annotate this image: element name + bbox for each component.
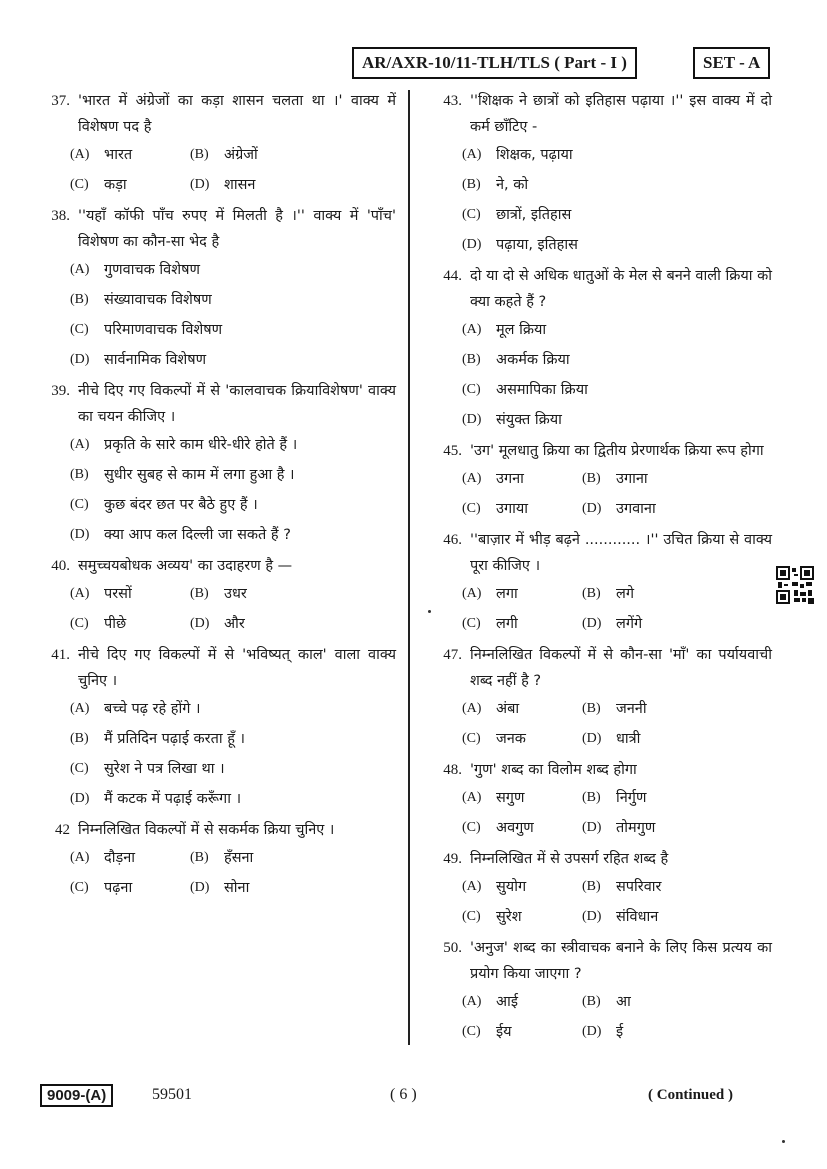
question-text: नीचे दिए गए विकल्पों में से 'भविष्यत् काल' वाला वाक्य चुनिए ।	[78, 647, 396, 689]
question-text: ''शिक्षक ने छात्रों को इतिहास पढ़ाया ।'' इस वाक्य में दो कर्म छाँटिए -	[470, 93, 772, 135]
question-text: नीचे दिए गए विकल्पों में से 'कालवाचक क्रियाविशेषण' वाक्य का चयन कीजिए ।	[78, 383, 396, 425]
option-c: (C) कड़ा	[70, 177, 127, 193]
option-c: (C) कुछ बंदर छत पर बैठे हुए हैं ।	[70, 497, 258, 513]
question-number: 48.	[443, 762, 462, 778]
question-49	[422, 846, 772, 932]
question-number: 41.	[51, 647, 70, 663]
serial-number: 59501	[152, 1086, 192, 1103]
option-d: (D) सार्वनामिक विशेषण	[70, 352, 207, 368]
question-text: 'अनुज' शब्द का स्त्रीवाचक बनाने के लिए किस प्रत्यय का प्रयोग किया जाएगा ?	[470, 940, 772, 982]
option-c: (C) अवगुण	[462, 820, 534, 836]
stray-dot	[782, 1140, 785, 1143]
option-b: (B) उगाना	[582, 471, 648, 487]
question-number: 39.	[51, 383, 70, 399]
question-text: 'गुण' शब्द का विलोम शब्द होगा	[470, 762, 637, 778]
option-a: (A) सगुण	[462, 790, 525, 806]
option-a: (A) गुणवाचक विशेषण	[70, 262, 200, 278]
option-b: (B) मैं प्रतिदिन पढ़ाई करता हूँ ।	[70, 731, 246, 747]
left-column	[30, 88, 396, 906]
option-c: (C) सुरेश ने पत्र लिखा था ।	[70, 761, 225, 777]
option-d: (D) शासन	[190, 177, 256, 193]
question-number: 47.	[443, 647, 462, 663]
question-38	[30, 203, 396, 375]
question-text: समुच्चयबोधक अव्यय' का उदाहरण है —	[78, 558, 293, 574]
option-c: (C) उगाया	[462, 501, 529, 517]
question-number: 44.	[443, 268, 462, 284]
question-text: ''यहाँ कॉफी पाँच रुपए में मिलती है ।'' वाक्य में 'पाँच' विशेषण का कौन-सा भेद है	[78, 208, 396, 250]
booklet-id: 9009-(A)	[40, 1084, 113, 1107]
question-text: 'भारत में अंग्रेजों का कड़ा शासन चलता था ।' वाक्य में विशेषण पद है	[78, 93, 396, 135]
option-c: (C) असमापिका क्रिया	[462, 382, 588, 398]
option-c: (C) पढ़ना	[70, 880, 133, 896]
question-number: 45.	[443, 443, 462, 459]
set-label: SET - A	[693, 47, 770, 79]
option-d: (D) पढ़ाया, इतिहास	[462, 237, 578, 253]
question-37	[30, 88, 396, 200]
question-text: निम्नलिखित में से उपसर्ग रहित शब्द है	[470, 851, 669, 867]
option-b: (B) जननी	[582, 701, 647, 717]
option-d: (D) संयुक्त क्रिया	[462, 412, 562, 428]
option-d: (D) लगेंगे	[582, 616, 643, 632]
question-number: 40.	[51, 558, 70, 574]
option-b: (B) लगे	[582, 586, 634, 602]
question-46	[422, 527, 772, 639]
option-a: (A) अंबा	[462, 701, 520, 717]
option-a: (A) मूल क्रिया	[462, 322, 547, 338]
question-number: 37.	[51, 93, 70, 109]
question-39	[30, 378, 396, 550]
question-43	[422, 88, 772, 260]
option-c: (C) परिमाणवाचक विशेषण	[70, 322, 223, 338]
question-48	[422, 757, 772, 843]
option-a: (A) प्रकृति के सारे काम धीरे-धीरे होते हैं ।	[70, 437, 298, 453]
option-a: (A) लगा	[462, 586, 518, 602]
option-d: (D) सोना	[190, 880, 250, 896]
option-b: (B) संख्यावाचक विशेषण	[70, 292, 212, 308]
question-45	[422, 438, 772, 524]
question-text: निम्नलिखित विकल्पों में से कौन-सा 'माँ' का पर्यायवाची शब्द नहीं है ?	[470, 647, 772, 689]
option-a: (A) उगना	[462, 471, 524, 487]
continued-label: ( Continued )	[648, 1087, 734, 1103]
option-d: (D) मैं कटक में पढ़ाई करूँगा ।	[70, 791, 242, 807]
option-c: (C) सुरेश	[462, 909, 522, 925]
option-d: (D) उगवाना	[582, 501, 656, 517]
option-b: (B) ने, को	[462, 177, 529, 193]
option-c: (C) पीछे	[70, 616, 127, 632]
question-number: 38.	[51, 208, 70, 224]
question-text: निम्नलिखित विकल्पों में से सकर्मक क्रिया चुनिए ।	[78, 822, 335, 838]
qr-code-icon	[776, 566, 814, 604]
option-b: (B) अकर्मक क्रिया	[462, 352, 570, 368]
page-number: ( 6 )	[390, 1086, 417, 1103]
question-number: 42	[55, 822, 70, 838]
question-number: 50.	[443, 940, 462, 956]
question-47	[422, 642, 772, 754]
question-number: 49.	[443, 851, 462, 867]
option-a: (A) दौड़ना	[70, 850, 136, 866]
option-b: (B) आ	[582, 994, 631, 1010]
column-divider	[408, 90, 410, 1045]
option-a: (A) सुयोग	[462, 879, 527, 895]
option-a: (A) शिक्षक, पढ़ाया	[462, 147, 573, 163]
question-text: दो या दो से अधिक धातुओं के मेल से बनने वाली क्रिया को क्या कहते हैं ?	[470, 268, 772, 310]
paper-code: AR/AXR-10/11-TLH/TLS ( Part - I )	[352, 47, 637, 79]
option-c: (C) छात्रों, इतिहास	[462, 207, 572, 223]
question-number: 43.	[443, 93, 462, 109]
option-b: (B) हँसना	[190, 850, 254, 866]
question-40	[30, 553, 396, 639]
option-d: (D) और	[190, 616, 245, 632]
option-b: (B) सपरिवार	[582, 879, 662, 895]
option-c: (C) लगी	[462, 616, 518, 632]
question-number: 46.	[443, 532, 462, 548]
option-d: (D) धात्री	[582, 731, 641, 747]
question-42	[30, 817, 396, 903]
option-b: (B) निर्गुण	[582, 790, 647, 806]
option-d: (D) क्या आप कल दिल्ली जा सकते हैं ?	[70, 527, 291, 543]
option-b: (B) अंग्रेजों	[190, 147, 258, 163]
option-d: (D) ई	[582, 1024, 624, 1040]
option-a: (A) भारत	[70, 147, 133, 163]
stray-dot	[428, 610, 431, 613]
option-b: (B) सुधीर सुबह से काम में लगा हुआ है ।	[70, 467, 295, 483]
option-c: (C) जनक	[462, 731, 526, 747]
option-a: (A) आई	[462, 994, 518, 1010]
option-b: (B) उधर	[190, 586, 247, 602]
question-text: ''बाज़ार में भीड़ बढ़ने ............ ।'' उचित क्रिया से वाक्य पूरा कीजिए ।	[470, 532, 772, 574]
question-41	[30, 642, 396, 814]
right-column	[422, 88, 772, 1050]
option-c: (C) ईय	[462, 1024, 512, 1040]
option-d: (D) तोमगुण	[582, 820, 656, 836]
option-a: (A) बच्चे पढ़ रहे होंगे ।	[70, 701, 201, 717]
question-text: 'उग' मूलधातु क्रिया का द्वितीय प्रेरणार्थक क्रिया रूप होगा	[470, 443, 764, 459]
question-50	[422, 935, 772, 1047]
question-44	[422, 263, 772, 435]
option-d: (D) संविधान	[582, 909, 659, 925]
option-a: (A) परसों	[70, 586, 132, 602]
